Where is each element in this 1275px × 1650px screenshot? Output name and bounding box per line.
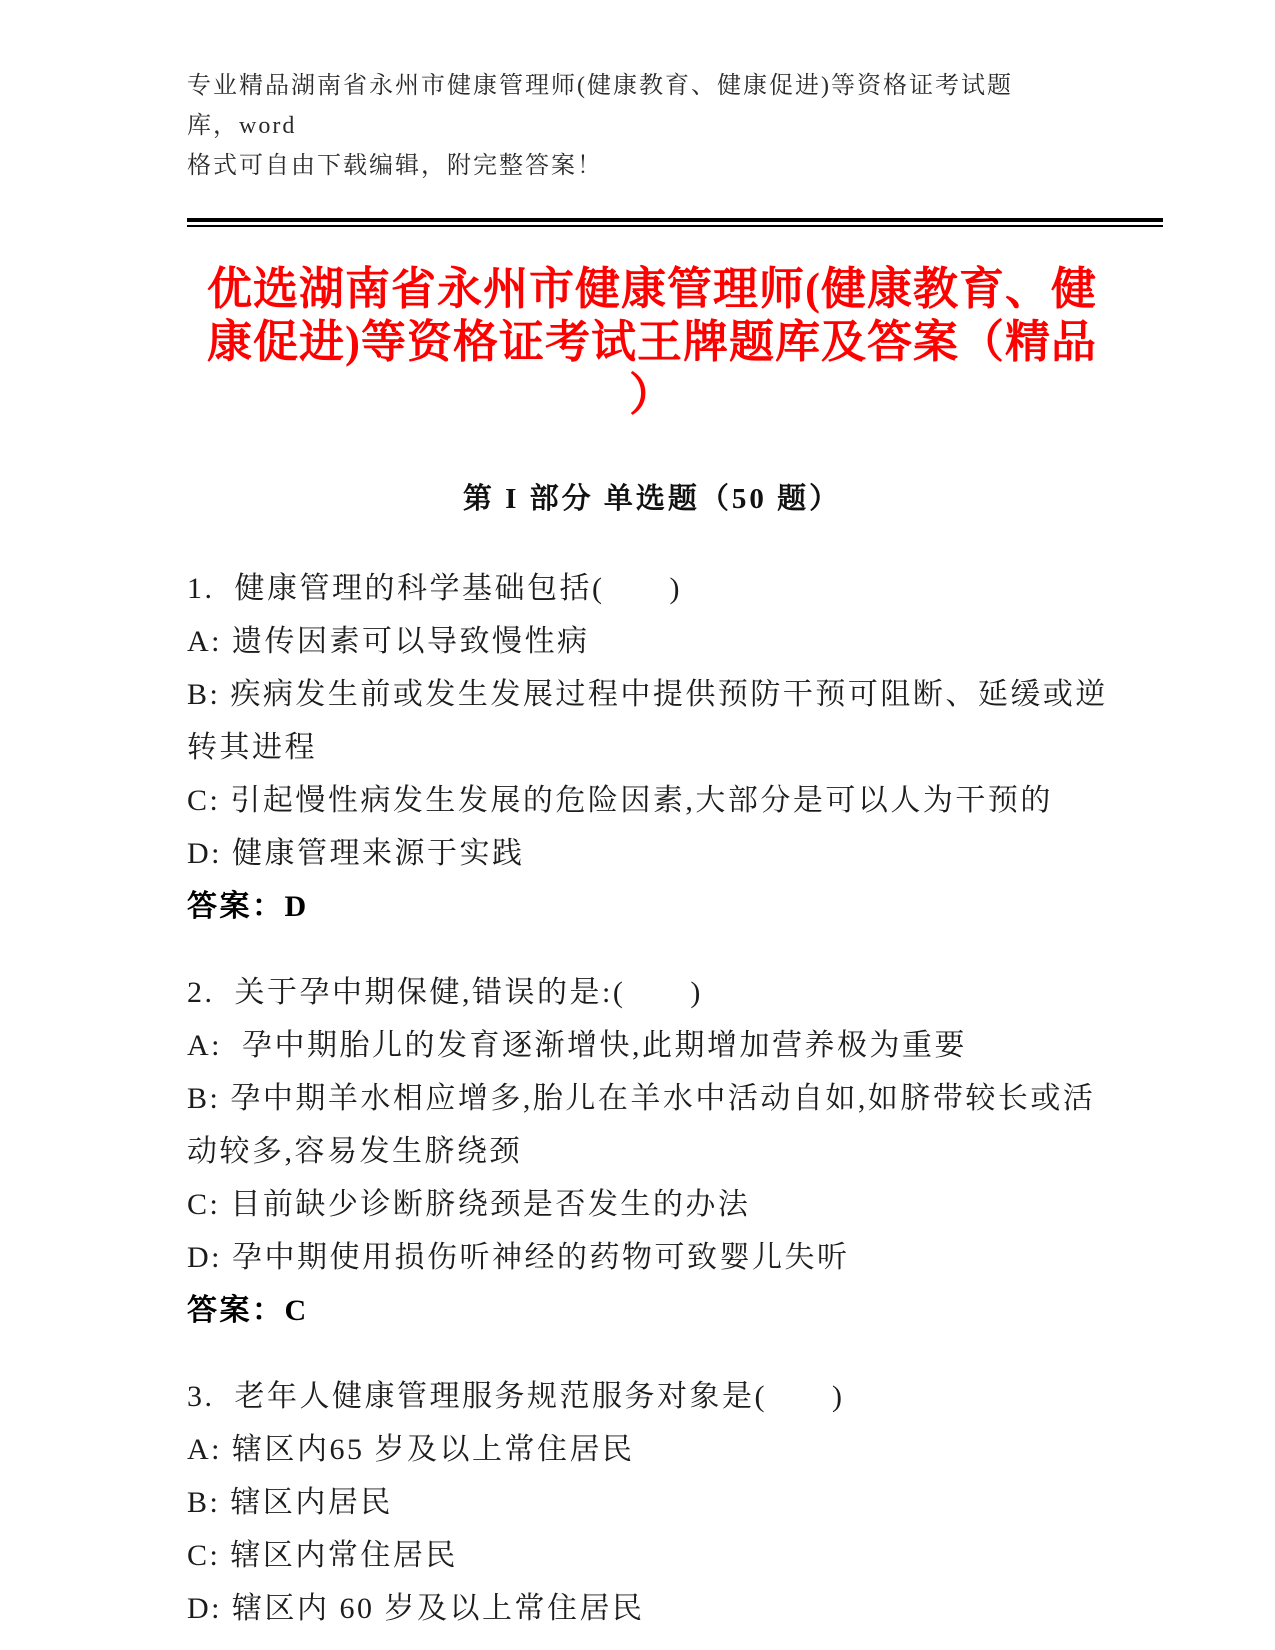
question-block [187,966,1117,1337]
question-number: 2. [187,976,215,1009]
answer-value: C [284,1294,309,1327]
option-line: D: 孕中期使用损伤听神经的药物可致婴儿失听 [187,1241,850,1274]
question-block [187,562,1117,933]
option-line: D: 健康管理来源于实践 [187,837,525,870]
option-line: A: 孕中期胎儿的发育逐渐增快,此期增加营养极为重要 [187,1029,967,1062]
option-line: B: 疾病发生前或发生发展过程中提供预防干预可阻断、延缓或逆转其进程 [187,678,1108,764]
title-line: ） [628,370,675,420]
option-line: C: 目前缺少诊断脐绕颈是否发生的办法 [187,1188,751,1221]
question-block [187,1370,1117,1635]
answer-label: 答案： [187,890,285,923]
question-stem [187,562,1117,615]
header-divider [187,218,1163,227]
option-line: D: 辖区内 60 岁及以上常住居民 [187,1592,645,1625]
answer-value: D [284,890,309,923]
question-list [187,562,1117,1635]
title-line: 优选湖南省永州市健康管理师(健康教育、健 [207,264,1097,314]
option-line: C: 辖区内常住居民 [187,1539,458,1572]
question-stem [187,966,1117,1019]
option-line: C: 引起慢性病发生发展的危险因素,大部分是可以人为干预的 [187,784,1053,817]
header-line: 专业精品湖南省永州市健康管理师(健康教育、健康促进)等资格证考试题库，word [187,73,1013,139]
page-header [187,66,1057,186]
answer-line [187,880,1117,933]
option-line: B: 辖区内居民 [187,1486,393,1519]
title-line: 康促进)等资格证考试王牌题库及答案（精品 [207,317,1097,367]
option-line: A: 遗传因素可以导致慢性病 [187,625,590,658]
option-line: B: 孕中期羊水相应增多,胎儿在羊水中活动自如,如脐带较长或活动较多,容易发生脐绕颈 [187,1082,1096,1168]
answer-label: 答案： [187,1294,285,1327]
option-line: A: 辖区内65 岁及以上常住居民 [187,1433,635,1466]
answer-line [187,1284,1117,1337]
document-title [187,263,1117,422]
header-line: 格式可自由下载编辑，附完整答案！ [187,153,603,179]
question-number: 1. [187,572,215,605]
question-text: 老年人健康管理服务规范服务对象是( ) [234,1380,845,1413]
section-heading: 第 I 部分 单选题（50 题） [462,483,842,515]
question-text: 关于孕中期保健,错误的是:( ) [234,976,703,1009]
question-text: 健康管理的科学基础包括( ) [234,572,682,605]
question-number: 3. [187,1380,215,1413]
question-stem [187,1370,1117,1423]
